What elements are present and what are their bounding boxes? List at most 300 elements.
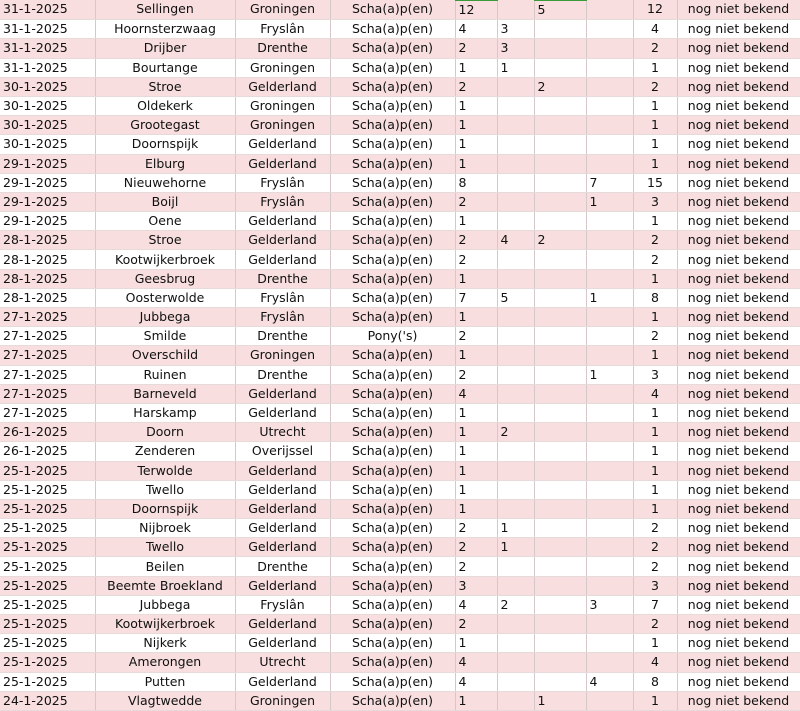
count-cell[interactable] [497,691,534,710]
count-cell[interactable]: 2 [497,595,534,614]
date-cell[interactable]: 25-1-2025 [0,538,95,557]
count-cell[interactable] [497,212,534,231]
table-row[interactable] [0,77,800,96]
count-cell[interactable]: 3 [497,20,534,39]
count-cell[interactable]: 7 [586,173,633,192]
place-cell[interactable]: Doornspijk [95,499,235,518]
count-cell[interactable] [497,653,534,672]
date-cell[interactable]: 25-1-2025 [0,480,95,499]
count-cell[interactable] [534,653,586,672]
status-cell[interactable]: nog niet bekend [677,461,800,480]
count-cell[interactable] [586,423,633,442]
count-cell[interactable] [586,615,633,634]
count-cell[interactable] [534,212,586,231]
date-cell[interactable]: 28-1-2025 [0,269,95,288]
total-cell[interactable]: 1 [633,499,677,518]
total-cell[interactable]: 2 [633,519,677,538]
count-cell[interactable]: 1 [455,423,497,442]
place-cell[interactable]: Smilde [95,327,235,346]
place-cell[interactable]: Ruinen [95,365,235,384]
table-row[interactable] [0,423,800,442]
status-cell[interactable]: nog niet bekend [677,116,800,135]
count-cell[interactable] [534,20,586,39]
place-cell[interactable]: Vlagtwedde [95,691,235,710]
total-cell[interactable]: 2 [633,615,677,634]
total-cell[interactable]: 1 [633,442,677,461]
count-cell[interactable] [534,116,586,135]
province-cell[interactable]: Groningen [235,346,330,365]
place-cell[interactable]: Hoornsterzwaag [95,20,235,39]
count-cell[interactable]: 5 [497,288,534,307]
province-cell[interactable]: Drenthe [235,557,330,576]
province-cell[interactable]: Drenthe [235,365,330,384]
date-cell[interactable]: 31-1-2025 [0,20,95,39]
count-cell[interactable] [534,499,586,518]
status-cell[interactable]: nog niet bekend [677,423,800,442]
date-cell[interactable]: 25-1-2025 [0,499,95,518]
table-row[interactable] [0,403,800,422]
status-cell[interactable]: nog niet bekend [677,653,800,672]
place-cell[interactable]: Stroe [95,77,235,96]
count-cell[interactable]: 2 [534,77,586,96]
animal-type-cell[interactable]: Scha(a)p(en) [330,212,455,231]
status-cell[interactable]: nog niet bekend [677,557,800,576]
count-cell[interactable] [497,403,534,422]
date-cell[interactable]: 25-1-2025 [0,672,95,691]
count-cell[interactable] [586,0,633,20]
table-row[interactable] [0,58,800,77]
animal-type-cell[interactable]: Scha(a)p(en) [330,192,455,211]
status-cell[interactable]: nog niet bekend [677,58,800,77]
animal-type-cell[interactable]: Scha(a)p(en) [330,0,455,20]
count-cell[interactable] [534,192,586,211]
place-cell[interactable]: Bourtange [95,58,235,77]
province-cell[interactable]: Groningen [235,58,330,77]
count-cell[interactable]: 2 [455,538,497,557]
count-cell[interactable] [534,308,586,327]
status-cell[interactable]: nog niet bekend [677,77,800,96]
province-cell[interactable]: Fryslân [235,288,330,307]
animal-type-cell[interactable]: Scha(a)p(en) [330,269,455,288]
count-cell[interactable] [497,634,534,653]
count-cell[interactable]: 1 [455,212,497,231]
province-cell[interactable]: Fryslân [235,192,330,211]
count-cell[interactable]: 1 [455,499,497,518]
animal-type-cell[interactable]: Scha(a)p(en) [330,96,455,115]
count-cell[interactable] [497,250,534,269]
province-cell[interactable]: Gelderland [235,461,330,480]
count-cell[interactable] [534,288,586,307]
province-cell[interactable]: Gelderland [235,576,330,595]
table-row[interactable] [0,519,800,538]
date-cell[interactable]: 27-1-2025 [0,403,95,422]
province-cell[interactable]: Drenthe [235,269,330,288]
status-cell[interactable]: nog niet bekend [677,250,800,269]
count-cell[interactable] [534,461,586,480]
count-cell[interactable] [497,308,534,327]
animal-type-cell[interactable]: Scha(a)p(en) [330,231,455,250]
status-cell[interactable]: nog niet bekend [677,403,800,422]
count-cell[interactable]: 2 [497,423,534,442]
place-cell[interactable]: Amerongen [95,653,235,672]
count-cell[interactable] [534,615,586,634]
status-cell[interactable]: nog niet bekend [677,595,800,614]
count-cell[interactable]: 1 [534,691,586,710]
table-row[interactable] [0,154,800,173]
province-cell[interactable]: Gelderland [235,499,330,518]
count-cell[interactable]: 7 [455,288,497,307]
table-row[interactable] [0,20,800,39]
table-row[interactable] [0,135,800,154]
place-cell[interactable]: Oosterwolde [95,288,235,307]
table-row[interactable] [0,0,800,20]
place-cell[interactable]: Terwolde [95,461,235,480]
count-cell[interactable] [497,96,534,115]
count-cell[interactable] [534,423,586,442]
count-cell[interactable] [586,499,633,518]
date-cell[interactable]: 25-1-2025 [0,576,95,595]
total-cell[interactable]: 15 [633,173,677,192]
status-cell[interactable]: nog niet bekend [677,288,800,307]
count-cell[interactable] [497,615,534,634]
date-cell[interactable]: 30-1-2025 [0,77,95,96]
count-cell[interactable] [497,480,534,499]
status-cell[interactable]: nog niet bekend [677,538,800,557]
table-row[interactable] [0,442,800,461]
count-cell[interactable] [586,20,633,39]
table-row[interactable] [0,653,800,672]
count-cell[interactable] [497,77,534,96]
table-row[interactable] [0,461,800,480]
count-cell[interactable] [586,480,633,499]
animal-type-cell[interactable]: Scha(a)p(en) [330,154,455,173]
table-row[interactable] [0,538,800,557]
date-cell[interactable]: 31-1-2025 [0,0,95,20]
count-cell[interactable]: 1 [455,58,497,77]
animal-type-cell[interactable]: Scha(a)p(en) [330,480,455,499]
place-cell[interactable]: Overschild [95,346,235,365]
count-cell[interactable] [534,538,586,557]
count-cell[interactable] [497,346,534,365]
status-cell[interactable]: nog niet bekend [677,135,800,154]
count-cell[interactable] [534,39,586,58]
count-cell[interactable]: 1 [455,634,497,653]
count-cell[interactable]: 2 [455,192,497,211]
total-cell[interactable]: 2 [633,231,677,250]
animal-type-cell[interactable]: Scha(a)p(en) [330,557,455,576]
animal-type-cell[interactable]: Scha(a)p(en) [330,135,455,154]
place-cell[interactable]: Jubbega [95,595,235,614]
count-cell[interactable] [497,269,534,288]
status-cell[interactable]: nog niet bekend [677,672,800,691]
total-cell[interactable]: 1 [633,154,677,173]
province-cell[interactable]: Overijssel [235,442,330,461]
count-cell[interactable] [586,461,633,480]
total-cell[interactable]: 1 [633,58,677,77]
status-cell[interactable]: nog niet bekend [677,365,800,384]
count-cell[interactable] [586,557,633,576]
total-cell[interactable]: 1 [633,116,677,135]
count-cell[interactable] [534,576,586,595]
place-cell[interactable]: Boijl [95,192,235,211]
date-cell[interactable]: 27-1-2025 [0,327,95,346]
place-cell[interactable]: Geesbrug [95,269,235,288]
total-cell[interactable]: 1 [633,308,677,327]
table-row[interactable] [0,96,800,115]
count-cell[interactable] [497,135,534,154]
animal-type-cell[interactable]: Scha(a)p(en) [330,653,455,672]
animal-type-cell[interactable]: Scha(a)p(en) [330,461,455,480]
total-cell[interactable]: 2 [633,538,677,557]
total-cell[interactable]: 8 [633,288,677,307]
animal-type-cell[interactable]: Scha(a)p(en) [330,250,455,269]
status-cell[interactable]: nog niet bekend [677,634,800,653]
total-cell[interactable]: 4 [633,384,677,403]
count-cell[interactable] [534,480,586,499]
province-cell[interactable]: Fryslân [235,308,330,327]
count-cell[interactable] [497,576,534,595]
status-cell[interactable]: nog niet bekend [677,499,800,518]
total-cell[interactable]: 1 [633,461,677,480]
place-cell[interactable]: Nijbroek [95,519,235,538]
count-cell[interactable] [586,538,633,557]
count-cell[interactable]: 1 [455,308,497,327]
total-cell[interactable]: 2 [633,250,677,269]
total-cell[interactable]: 1 [633,403,677,422]
province-cell[interactable]: Gelderland [235,154,330,173]
animal-type-cell[interactable]: Scha(a)p(en) [330,519,455,538]
total-cell[interactable]: 4 [633,20,677,39]
count-cell[interactable]: 1 [455,269,497,288]
province-cell[interactable]: Groningen [235,691,330,710]
count-cell[interactable]: 1 [586,288,633,307]
status-cell[interactable]: nog niet bekend [677,519,800,538]
animal-type-cell[interactable]: Scha(a)p(en) [330,423,455,442]
date-cell[interactable]: 25-1-2025 [0,634,95,653]
date-cell[interactable]: 26-1-2025 [0,423,95,442]
count-cell[interactable]: 1 [455,135,497,154]
animal-type-cell[interactable]: Scha(a)p(en) [330,442,455,461]
animal-type-cell[interactable]: Scha(a)p(en) [330,288,455,307]
total-cell[interactable]: 3 [633,192,677,211]
count-cell[interactable] [534,269,586,288]
total-cell[interactable]: 1 [633,212,677,231]
province-cell[interactable]: Groningen [235,116,330,135]
count-cell[interactable]: 1 [455,442,497,461]
date-cell[interactable]: 29-1-2025 [0,212,95,231]
count-cell[interactable] [534,327,586,346]
province-cell[interactable]: Gelderland [235,403,330,422]
status-cell[interactable]: nog niet bekend [677,96,800,115]
table-row[interactable] [0,365,800,384]
table-row[interactable] [0,116,800,135]
count-cell[interactable]: 1 [455,116,497,135]
count-cell[interactable]: 4 [586,672,633,691]
count-cell[interactable] [497,154,534,173]
place-cell[interactable]: Drijber [95,39,235,58]
province-cell[interactable]: Gelderland [235,538,330,557]
total-cell[interactable]: 1 [633,269,677,288]
count-cell[interactable] [534,595,586,614]
province-cell[interactable]: Fryslân [235,20,330,39]
count-cell[interactable] [586,250,633,269]
province-cell[interactable]: Gelderland [235,615,330,634]
count-cell[interactable]: 2 [455,615,497,634]
place-cell[interactable]: Harskamp [95,403,235,422]
count-cell[interactable] [586,442,633,461]
count-cell[interactable]: 2 [455,77,497,96]
count-cell[interactable] [586,269,633,288]
count-cell[interactable] [586,653,633,672]
status-cell[interactable]: nog niet bekend [677,154,800,173]
count-cell[interactable] [497,173,534,192]
place-cell[interactable]: Putten [95,672,235,691]
animal-type-cell[interactable]: Scha(a)p(en) [330,39,455,58]
count-cell[interactable] [497,192,534,211]
count-cell[interactable]: 1 [455,154,497,173]
table-row[interactable] [0,231,800,250]
count-cell[interactable] [586,346,633,365]
table-row[interactable] [0,672,800,691]
count-cell[interactable] [534,154,586,173]
count-cell[interactable] [586,231,633,250]
province-cell[interactable]: Gelderland [235,135,330,154]
place-cell[interactable]: Oldekerk [95,96,235,115]
count-cell[interactable]: 2 [455,519,497,538]
table-row[interactable] [0,480,800,499]
animal-type-cell[interactable]: Scha(a)p(en) [330,634,455,653]
table-row[interactable] [0,269,800,288]
date-cell[interactable]: 28-1-2025 [0,288,95,307]
count-cell[interactable] [497,461,534,480]
animal-type-cell[interactable]: Scha(a)p(en) [330,384,455,403]
place-cell[interactable]: Doorn [95,423,235,442]
status-cell[interactable]: nog niet bekend [677,173,800,192]
status-cell[interactable]: nog niet bekend [677,384,800,403]
count-cell[interactable] [497,327,534,346]
count-cell[interactable] [586,96,633,115]
table-row[interactable] [0,308,800,327]
place-cell[interactable]: Beilen [95,557,235,576]
total-cell[interactable]: 1 [633,346,677,365]
count-cell[interactable] [586,691,633,710]
count-cell[interactable] [534,346,586,365]
table-row[interactable] [0,250,800,269]
place-cell[interactable]: Nijkerk [95,634,235,653]
count-cell[interactable] [586,634,633,653]
count-cell[interactable] [586,384,633,403]
date-cell[interactable]: 27-1-2025 [0,384,95,403]
animal-type-cell[interactable]: Scha(a)p(en) [330,20,455,39]
count-cell[interactable]: 2 [455,327,497,346]
table-row[interactable] [0,615,800,634]
count-cell[interactable]: 12 [455,0,497,20]
place-cell[interactable]: Nieuwehorne [95,173,235,192]
place-cell[interactable]: Sellingen [95,0,235,20]
count-cell[interactable] [586,135,633,154]
province-cell[interactable]: Utrecht [235,423,330,442]
total-cell[interactable]: 4 [633,653,677,672]
status-cell[interactable]: nog niet bekend [677,39,800,58]
table-row[interactable] [0,39,800,58]
count-cell[interactable]: 4 [455,595,497,614]
total-cell[interactable]: 8 [633,672,677,691]
animal-type-cell[interactable]: Scha(a)p(en) [330,499,455,518]
place-cell[interactable]: Elburg [95,154,235,173]
animal-type-cell[interactable]: Scha(a)p(en) [330,672,455,691]
count-cell[interactable]: 2 [455,365,497,384]
count-cell[interactable]: 2 [455,39,497,58]
count-cell[interactable]: 4 [455,672,497,691]
count-cell[interactable] [534,403,586,422]
place-cell[interactable]: Barneveld [95,384,235,403]
date-cell[interactable]: 30-1-2025 [0,135,95,154]
province-cell[interactable]: Groningen [235,0,330,20]
date-cell[interactable]: 25-1-2025 [0,557,95,576]
place-cell[interactable]: Twello [95,480,235,499]
count-cell[interactable]: 4 [455,20,497,39]
date-cell[interactable]: 25-1-2025 [0,615,95,634]
date-cell[interactable]: 25-1-2025 [0,653,95,672]
count-cell[interactable] [534,557,586,576]
province-cell[interactable]: Gelderland [235,250,330,269]
count-cell[interactable]: 2 [534,231,586,250]
province-cell[interactable]: Gelderland [235,519,330,538]
status-cell[interactable]: nog niet bekend [677,0,800,20]
total-cell[interactable]: 1 [633,423,677,442]
count-cell[interactable]: 2 [455,231,497,250]
status-cell[interactable]: nog niet bekend [677,212,800,231]
province-cell[interactable]: Gelderland [235,672,330,691]
count-cell[interactable]: 1 [455,480,497,499]
animal-type-cell[interactable]: Scha(a)p(en) [330,576,455,595]
count-cell[interactable] [586,116,633,135]
table-row[interactable] [0,557,800,576]
count-cell[interactable]: 3 [455,576,497,595]
count-cell[interactable] [586,403,633,422]
date-cell[interactable]: 27-1-2025 [0,308,95,327]
count-cell[interactable] [497,0,534,20]
date-cell[interactable]: 26-1-2025 [0,442,95,461]
animal-type-cell[interactable]: Scha(a)p(en) [330,538,455,557]
table-row[interactable] [0,691,800,710]
animal-type-cell[interactable]: Scha(a)p(en) [330,173,455,192]
count-cell[interactable] [586,212,633,231]
count-cell[interactable] [497,116,534,135]
animal-type-cell[interactable]: Scha(a)p(en) [330,365,455,384]
table-row[interactable] [0,192,800,211]
count-cell[interactable]: 4 [455,653,497,672]
count-cell[interactable]: 1 [455,403,497,422]
count-cell[interactable]: 2 [455,250,497,269]
table-row[interactable] [0,212,800,231]
count-cell[interactable] [586,308,633,327]
count-cell[interactable] [534,58,586,77]
count-cell[interactable] [586,576,633,595]
date-cell[interactable]: 29-1-2025 [0,173,95,192]
province-cell[interactable]: Utrecht [235,653,330,672]
total-cell[interactable]: 2 [633,39,677,58]
status-cell[interactable]: nog niet bekend [677,231,800,250]
total-cell[interactable]: 2 [633,327,677,346]
status-cell[interactable]: nog niet bekend [677,576,800,595]
count-cell[interactable] [497,672,534,691]
count-cell[interactable] [534,384,586,403]
count-cell[interactable] [497,557,534,576]
table-row[interactable] [0,595,800,614]
place-cell[interactable]: Grootegast [95,116,235,135]
province-cell[interactable]: Drenthe [235,39,330,58]
